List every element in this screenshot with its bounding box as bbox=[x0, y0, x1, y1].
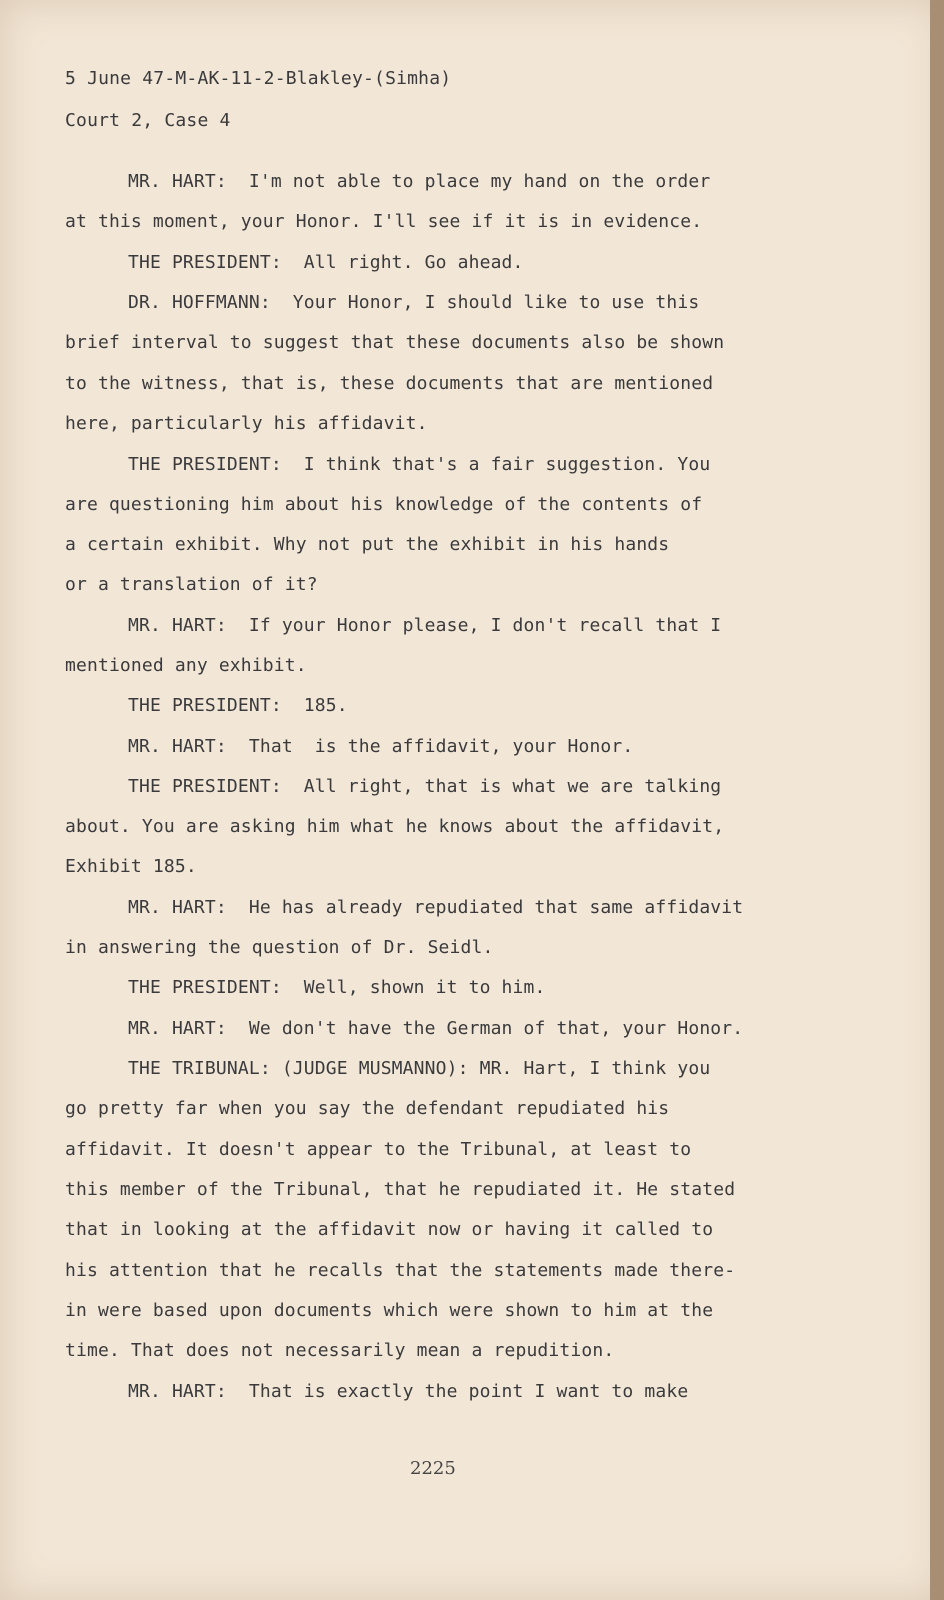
transcript-line: this member of the Tribunal, that he repudiated it. He stated bbox=[65, 1179, 736, 1200]
transcript-line: MR. HART: He has already repudiated that same affidavit bbox=[128, 897, 744, 918]
header-court-case: Court 2, Case 4 bbox=[65, 110, 231, 131]
transcript-line: THE TRIBUNAL: (JUDGE MUSMANNO): MR. Hart, I think you bbox=[128, 1058, 711, 1079]
transcript-line: THE PRESIDENT: I think that's a fair suggestion. You bbox=[128, 454, 711, 475]
transcript-line: Exhibit 185. bbox=[65, 856, 197, 877]
transcript-line: affidavit. It doesn't appear to the Tribunal, at least to bbox=[65, 1139, 692, 1160]
header-case-reference: 5 June 47-M-AK-11-2-Blakley-(Simha) bbox=[65, 68, 452, 89]
transcript-line: MR. HART: If your Honor please, I don't recall that I bbox=[128, 615, 722, 636]
transcript-line: THE PRESIDENT: 185. bbox=[128, 695, 348, 716]
transcript-line: brief interval to suggest that these documents also be shown bbox=[65, 332, 725, 353]
transcript-line: or a translation of it? bbox=[65, 574, 318, 595]
transcript-line: MR. HART: That is exactly the point I want to make bbox=[128, 1381, 689, 1402]
transcript-line: his attention that he recalls that the statements made there- bbox=[65, 1260, 736, 1281]
transcript-line: DR. HOFFMANN: Your Honor, I should like to use this bbox=[128, 292, 700, 313]
transcript-line: to the witness, that is, these documents that are mentioned bbox=[65, 373, 714, 394]
transcript-line: MR. HART: We don't have the German of that, your Honor. bbox=[128, 1018, 744, 1039]
transcript-line: time. That does not necessarily mean a repudition. bbox=[65, 1340, 615, 1361]
transcript-line: in were based upon documents which were shown to him at the bbox=[65, 1300, 714, 1321]
transcript-line: in answering the question of Dr. Seidl. bbox=[65, 937, 494, 958]
transcript-line: here, particularly his affidavit. bbox=[65, 413, 428, 434]
transcript-line: MR. HART: That is the affidavit, your Honor. bbox=[128, 736, 634, 757]
transcript-line: at this moment, your Honor. I'll see if it is in evidence. bbox=[65, 211, 703, 232]
transcript-line: go pretty far when you say the defendant repudiated his bbox=[65, 1098, 670, 1119]
transcript-line: that in looking at the affidavit now or having it called to bbox=[65, 1219, 714, 1240]
transcript-line: mentioned any exhibit. bbox=[65, 655, 307, 676]
transcript-line: are questioning him about his knowledge of the contents of bbox=[65, 494, 703, 515]
transcript-line: MR. HART: I'm not able to place my hand on the order bbox=[128, 171, 711, 192]
page-number: 2225 bbox=[410, 1458, 456, 1479]
page-edge bbox=[930, 0, 944, 1600]
transcript-line: about. You are asking him what he knows about the affidavit, bbox=[65, 816, 725, 837]
transcript-line: THE PRESIDENT: All right. Go ahead. bbox=[128, 252, 524, 273]
transcript-line: THE PRESIDENT: All right, that is what we are talking bbox=[128, 776, 722, 797]
transcript-line: a certain exhibit. Why not put the exhibit in his hands bbox=[65, 534, 670, 555]
transcript-line: THE PRESIDENT: Well, shown it to him. bbox=[128, 977, 546, 998]
